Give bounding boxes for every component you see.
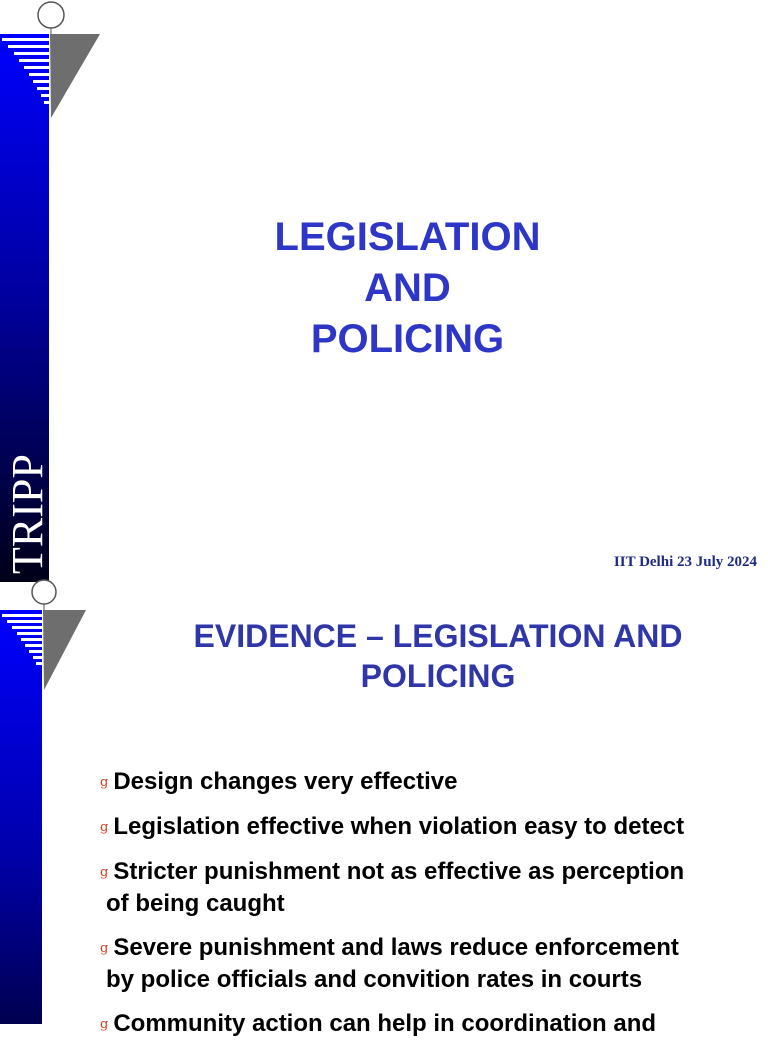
tripp-logo-text: TRIPP [3,454,52,574]
title-line: POLICING [360,658,516,694]
logo-circle [32,580,56,604]
content-slide [0,582,768,1037]
footer-note: IIT Delhi 23 July 2024 [613,554,757,570]
bullet-marker: g [100,865,109,880]
title-line: AND [364,266,451,310]
slide-title [200,212,615,365]
bullet-item [100,766,760,798]
bullet-text: Severe punishment and laws reduce enforcement [113,934,679,961]
title-line: EVIDENCE – LEGISLATION AND [193,618,683,654]
bullet-item [100,1008,760,1040]
bullet-text: Stricter punishment not as effective as perception [113,858,685,885]
bullet-marker: g [100,775,109,790]
sidebar-graphic [0,582,100,1024]
bullet-text: Legislation effective when violation easy to detect [113,813,685,840]
logo-circle [38,2,64,28]
bullet-text-continued: by police officials and convition rates in courts [106,966,643,993]
title-line: POLICING [310,317,505,361]
bullet-text: Community action can help in coordination and [113,1010,657,1037]
logo-triangle [50,34,100,118]
bullet-marker: g [100,941,109,956]
bullet-text-continued: of being caught [106,890,285,917]
bullet-list [100,766,760,1053]
bullet-item [100,811,760,843]
bullet-marker: g [100,1017,109,1032]
bullet-item [100,932,760,995]
slide-title [150,616,726,696]
bullet-item [100,856,760,919]
bullet-marker: g [100,820,109,835]
title-line: LEGISLATION [274,215,541,259]
tripp-logo [2,446,52,574]
logo-triangle [43,610,86,690]
bullet-text: Design changes very effective [113,768,458,795]
